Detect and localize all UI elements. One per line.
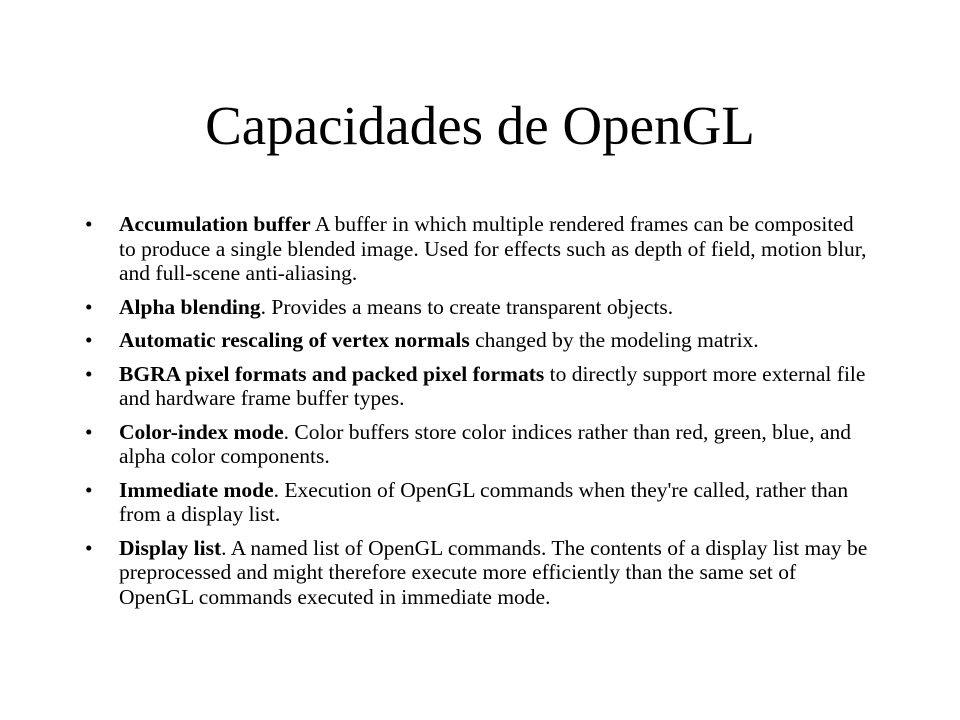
bullet-color-index-mode [82,420,872,469]
bullet-dot-icon: • [85,477,93,502]
bullet-term: Accumulation buffer [119,212,311,236]
bullet-list [82,212,872,618]
bullet-dot-icon: • [85,419,93,444]
bullet-term: BGRA pixel formats and packed pixel formats [119,361,545,386]
bullet-text: changed by the modeling matrix. [469,328,759,352]
slide-title: Capacidades de OpenGL [205,95,755,156]
bullet-term: Alpha blending [119,294,261,319]
bullet-term: Color-index mode [119,419,284,444]
bullet-text: . Provides a means to create transparent objects. [260,294,674,319]
bullet-text: . Color buffers store color indices rather than red, green, blue, and alpha color components. [119,419,851,468]
bullet-immediate-mode [82,478,872,527]
bullet-dot-icon: • [85,212,93,236]
bullet-bgra-pixel-formats [82,362,872,411]
bullet-dot-icon: • [85,535,93,560]
bullet-term: Immediate mode [119,477,274,502]
bullet-automatic-rescaling [82,328,872,353]
bullet-term: Display list [119,535,222,560]
bullet-dot-icon: • [85,294,93,319]
bullet-dot-icon: • [85,361,93,386]
bullet-display-list [82,536,872,610]
bullet-text: . A named list of OpenGL commands. The contents of a display list may be preprocessed and might therefore execute more efficiently than the same set of OpenGL commands executed in immediate mode. [119,535,868,609]
bullet-dot-icon: • [85,328,93,352]
bullet-text: to directly support more external file and hardware frame buffer types. [119,361,866,410]
bullet-term: Automatic rescaling of vertex normals [119,328,470,352]
bullet-alpha-blending [82,295,872,320]
bullet-text: A buffer in which multiple rendered frames can be composited to produce a single blended image. Used for effects such as depth of field, motion blur, and full-scene anti-aliasing. [119,212,867,285]
bullet-accumulation-buffer [82,212,872,286]
bullet-text: . Execution of OpenGL commands when they're called, rather than from a display list. [119,477,849,526]
